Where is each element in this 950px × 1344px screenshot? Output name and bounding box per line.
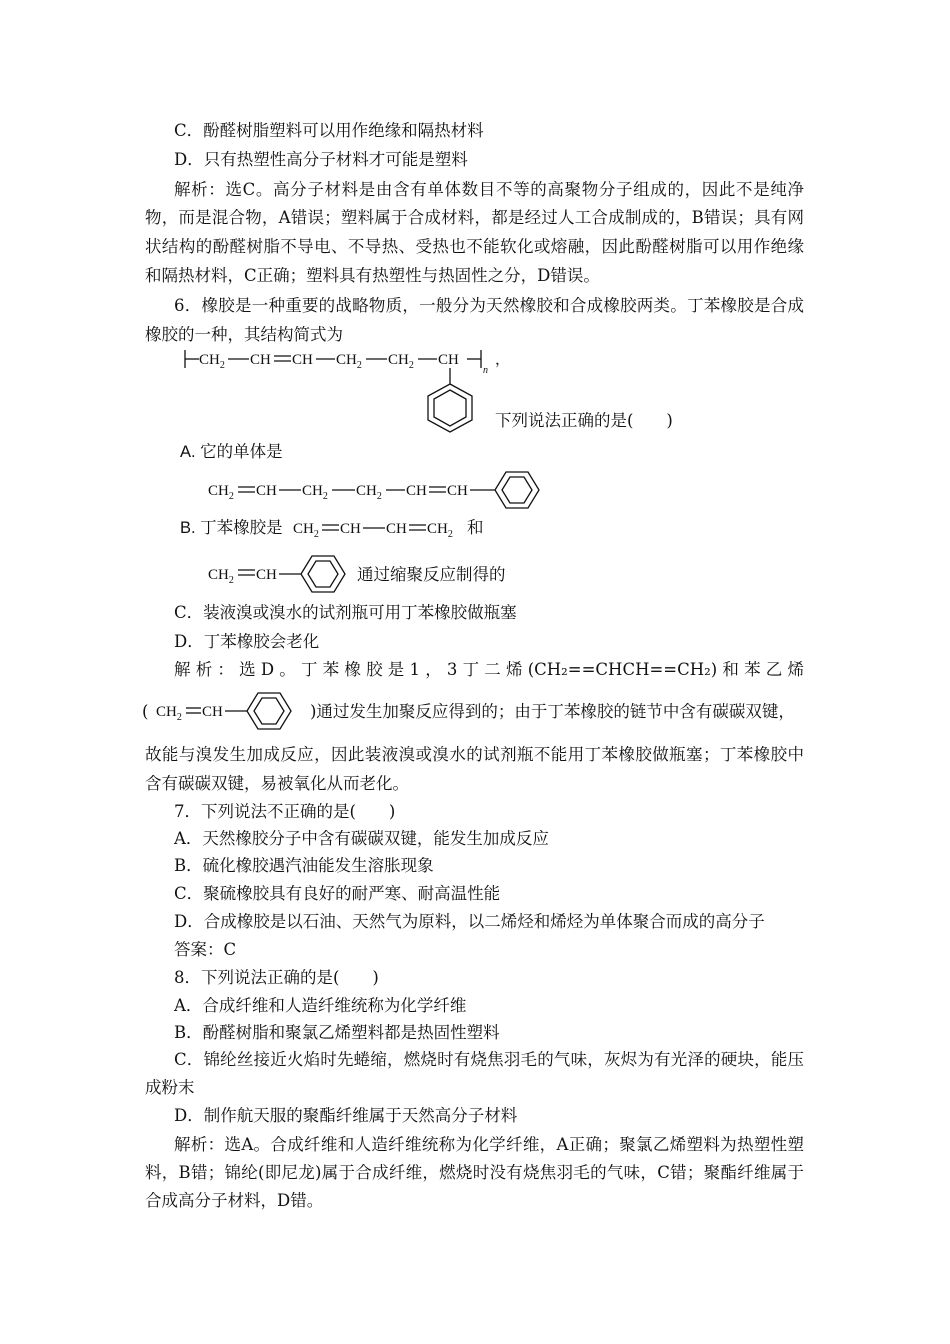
q7-option: B．硫化橡胶遇汽油能发生溶胀现象: [174, 856, 434, 875]
q6-analysis-line: 故能与溴发生加成反应，因此装液溴或溴水的试剂瓶不能用丁苯橡胶做瓶塞；丁苯橡胶中: [145, 745, 804, 764]
q6-option-b-and: 和: [467, 518, 484, 537]
svg-text:CH: CH: [340, 521, 361, 537]
svg-text:CH: CH: [386, 521, 407, 537]
q8-option-c-cont: 成粉末: [145, 1078, 195, 1097]
q6-option-b-tail: 通过缩聚反应制得的: [357, 565, 506, 584]
svg-text:CH: CH: [250, 352, 271, 368]
svg-text:CH2: $CH_2$: [336, 352, 362, 371]
svg-text:CH2: $CH_2$: [388, 352, 414, 371]
q5-option-c: C．酚醛树脂塑料可以用作绝缘和隔热材料: [174, 121, 484, 140]
q8-analysis-line: 料，B错；锦纶(即尼龙)属于合成纤维，燃烧时没有烧焦羽毛的气味，C错；聚酯纤维属于: [145, 1163, 804, 1182]
q5-analysis-line: 状结构的酚醛树脂不导电、不导热、受热也不能软化或熔融，因此酚醛树脂可以用作绝缘: [145, 237, 804, 256]
q8-option-c: C．锦纶丝接近火焰时先蜷缩，燃烧时有烧焦羽毛的气味，灰烬为有光泽的硬块，能压: [174, 1050, 804, 1069]
svg-text:CH2: $CH_2$: [427, 521, 453, 540]
q6-option-b-label: B. 丁苯橡胶是: [180, 519, 283, 537]
q6-option-a-label: A. 它的单体是: [180, 443, 283, 461]
q6-analysis-line: )通过发生加聚反应得到的；由于丁苯橡胶的链节中含有碳碳双键，: [310, 702, 795, 721]
svg-text:CH: CH: [202, 704, 223, 720]
q8-analysis-line: 合成高分子材料，D错。: [145, 1191, 324, 1210]
svg-text:CH2: $CH_2$: [156, 704, 182, 723]
q7-option: A．天然橡胶分子中含有碳碳双键，能发生加成反应: [174, 829, 549, 848]
svg-text:CH: CH: [438, 352, 459, 368]
styrene-butadiene-rubber-structure: [175, 348, 515, 440]
q7-option: D．合成橡胶是以石油、天然气为原料，以二烯烃和烯烃为单体聚合而成的高分子: [174, 912, 765, 931]
q5-option-d: D．只有热塑性高分子材料才可能是塑料: [174, 150, 468, 169]
svg-text:CH2: $CH_2$: [293, 521, 319, 540]
svg-text:CH: CH: [256, 567, 277, 583]
svg-text:CH: CH: [447, 483, 468, 499]
svg-text:CH2: $CH_2$: [208, 567, 234, 586]
svg-text:CH: CH: [406, 483, 427, 499]
q5-analysis-line: 物，而是混合物，A错误；塑料属于合成材料，都是经过人工合成制成的，B错误；具有网: [145, 208, 804, 227]
q6-option-d: D．丁苯橡胶会老化: [174, 632, 320, 651]
svg-text:CH2: $CH_2$: [199, 352, 225, 371]
q7-option: C．聚硫橡胶具有良好的耐严寒、耐高温性能: [174, 884, 501, 903]
q6-option-c: C．装液溴或溴水的试剂瓶可用丁苯橡胶做瓶塞: [174, 603, 517, 622]
q6-analysis-line: 含有碳碳双键，易被氧化从而老化。: [145, 774, 409, 793]
svg-text:CH2: $CH_2$: [356, 483, 382, 502]
q6-stem-line: 6．橡胶是一种重要的战略物质，一般分为天然橡胶和合成橡胶两类。丁苯橡胶是合成: [174, 296, 804, 315]
butadiene-structure: [292, 512, 467, 542]
q7-stem: 7．下列说法不正确的是( ): [174, 802, 396, 821]
q7-answer: 答案：C: [174, 940, 237, 959]
q8-analysis-line: 解析：选A。合成纤维和人造纤维统称为化学纤维，A正确；聚氯乙烯塑料为热塑性塑: [174, 1135, 804, 1154]
q8-option-a: A．合成纤维和人造纤维统称为化学纤维: [174, 996, 467, 1015]
q6-question-tail: 下列说法正确的是( ): [495, 411, 673, 430]
q8-option-d: D．制作航天服的聚酯纤维属于天然高分子材料: [174, 1106, 518, 1125]
svg-text:CH: CH: [292, 352, 313, 368]
q5-analysis-line: 解析：选C。高分子材料是由含有单体数目不等的高聚物分子组成的，因此不是纯净: [174, 180, 804, 199]
q6-stem-line: 橡胶的一种，其结构简式为: [145, 325, 343, 344]
svg-text:CH2: $CH_2$: [302, 483, 328, 502]
q8-option-b: B．酚醛树脂和聚氯乙烯塑料都是热固性塑料: [174, 1023, 500, 1042]
q5-analysis-line: 和隔热材料，C正确；塑料具有热塑性与热固性之分，D错误。: [145, 266, 600, 285]
styrene-structure: [205, 553, 357, 595]
svg-text:CH: CH: [256, 483, 277, 499]
structure-comma: ，: [495, 352, 511, 368]
styrene-monomer-wrong-structure: [205, 470, 550, 512]
q8-stem: 8．下列说法正确的是( ): [174, 968, 379, 987]
q6-analysis-line: 解析：选D。丁苯橡胶是1，3丁二烯(CH₂==CHCH==CH₂)和苯乙烯: [174, 660, 804, 679]
styrene-inline-structure: [155, 690, 315, 732]
repeat-subscript-n: n: [483, 365, 488, 376]
svg-text:CH2: $CH_2$: [208, 483, 234, 502]
q6-analysis-open-paren: (: [142, 702, 149, 721]
